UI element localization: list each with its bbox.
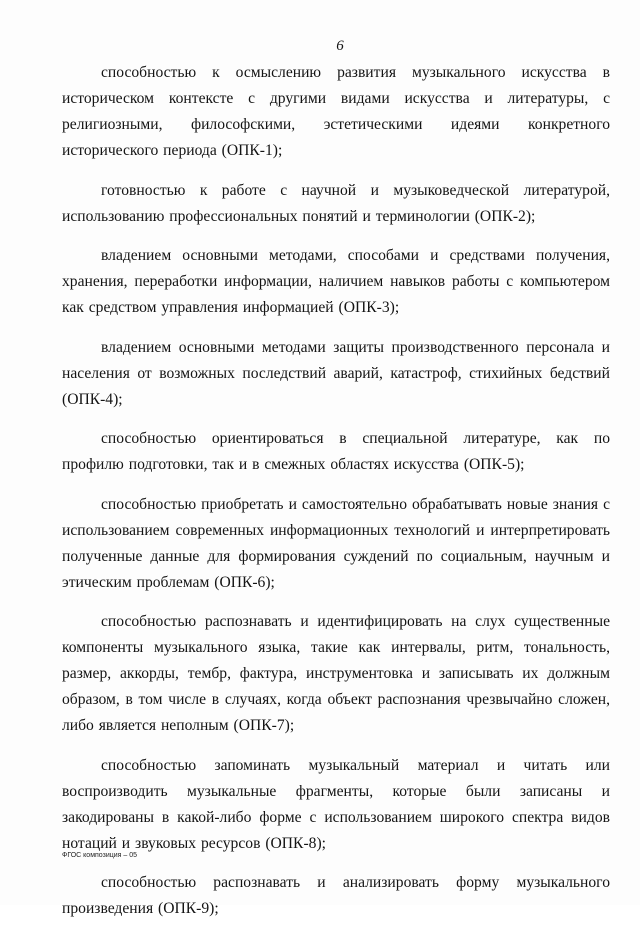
paragraph-opk-1: способностью к осмыслению развития музыкального искусства в историческом контексте с другими видами искусства и литературы, с религиозными, философскими, эстетическими идеями конкретного исторического периода (ОПК-1);: [62, 64, 610, 159]
competency-list: [62, 60, 610, 936]
paragraph-opk-7: способностью распознавать и идентифицировать на слух существенные компоненты музыкального языка, такие как интервалы, ритм, тональность, размер, аккорды, тембр, фактура, инструментовка и записывать их должным образом, в том числе в случаях, когда объект распознания чрезвычайно сложен, либо является неполным (ОПК-7);: [62, 613, 610, 734]
document-footer: ФГОС композиция – 05: [62, 852, 138, 859]
paragraph-opk-9: способностью распознавать и анализировать форму музыкального произведения (ОПК-9);: [62, 874, 610, 917]
paragraph-opk-8: способностью запоминать музыкальный материал и читать или воспроизводить музыкальные фрагменты, которые были записаны и закодированы в какой-либо форме с использованием широкого спектра видов нотаций и звуковых ресурсов (ОПК-8);: [62, 756, 610, 852]
paragraph-opk-4: владением основными методами защиты производственного персонала и населения от возможных последствий аварий, катастроф, стихийных бедствий (ОПК-4);: [62, 338, 610, 408]
paragraph-opk-6: способностью приобретать и самостоятельно обрабатывать новые знания с использованием современных информационных технологий и интерпретировать полученные данные для формирования суждений по социальным, научным и этическим проблемам (ОПК-6);: [62, 495, 610, 591]
paragraph-opk-5: способностью ориентироваться в специальной литературе, как по профилю подготовки, так и в смежных областях искусства (ОПК-5);: [62, 430, 610, 473]
page-number: 6: [336, 38, 344, 54]
paragraph-opk-3: владением основными методами, способами и средствами получения, хранения, переработки информации, наличием навыков работы с компьютером как средством управления информацией (ОПК-3);: [62, 247, 610, 316]
paragraph-opk-2: готовностью к работе с научной и музыковедческой литературой, использованию профессиональных понятий и терминологии (ОПК-2);: [62, 181, 610, 225]
